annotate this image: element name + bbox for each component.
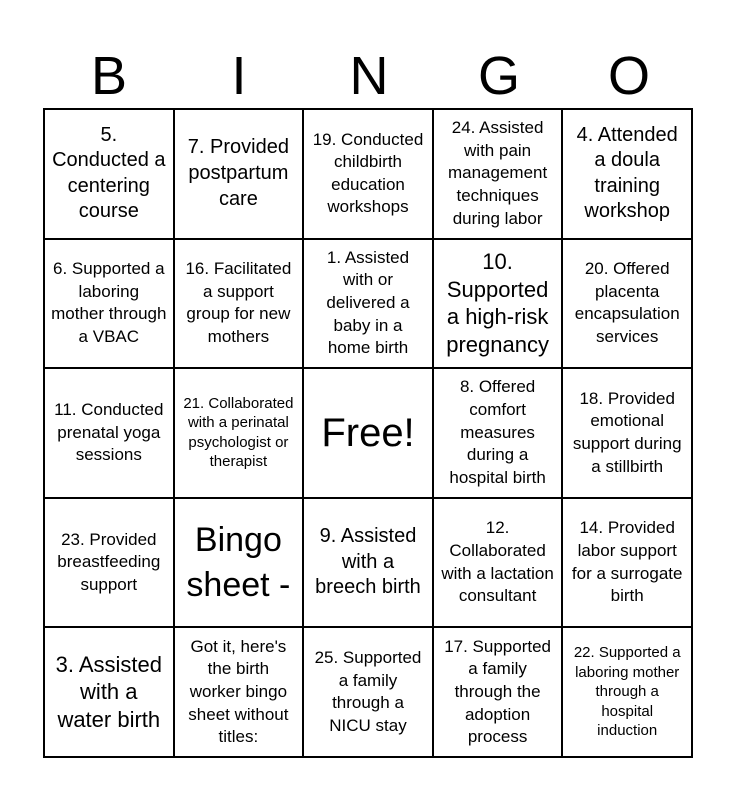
bingo-cell[interactable] [174, 239, 304, 369]
bingo-cell[interactable] [303, 239, 433, 369]
bingo-cell[interactable] [433, 109, 563, 239]
cell-text: 11. Conducted prenatal yoga sessions [54, 400, 164, 465]
free-space-cell[interactable] [303, 368, 433, 498]
bingo-cell[interactable] [433, 239, 563, 369]
cell-text: 22. Supported a laboring mother through a hospital induction [573, 644, 681, 740]
cell-text: 20. Offered placenta encapsulation services [574, 259, 680, 346]
cell-text: 23. Provided breastfeeding support [57, 529, 161, 594]
cell-text: 25. Supported a family through a NICU stay [314, 647, 422, 735]
bingo-cell[interactable] [303, 109, 433, 239]
cell-text: 10. Supported a high-risk pregnancy [446, 249, 549, 357]
bingo-cell[interactable] [433, 498, 563, 628]
bingo-cell[interactable] [303, 627, 433, 757]
cell-text: 17. Supported a family through the adoption process [444, 636, 551, 747]
bingo-cell[interactable] [562, 239, 692, 369]
cell-text: 24. Assisted with pain management techniques during labor [447, 118, 548, 228]
bingo-cell[interactable] [562, 627, 692, 757]
header-letter-n: N [349, 46, 389, 106]
bingo-cell[interactable] [44, 239, 174, 369]
bingo-cell[interactable] [433, 368, 563, 498]
header-letter-i: I [231, 46, 247, 106]
bingo-cell[interactable] [174, 109, 304, 239]
bingo-cell[interactable] [44, 498, 174, 628]
bingo-cell[interactable] [44, 368, 174, 498]
cell-text: 21. Collaborated with a perinatal psychologist or therapist [183, 394, 294, 471]
cell-text: 14. Provided labor support for a surrogate birth [571, 518, 683, 606]
header-letter-b: B [90, 46, 128, 106]
cell-text: Free! [321, 410, 415, 455]
cell-text: 5. Conducted a centering course [52, 123, 166, 223]
cell-text: 8. Offered comfort measures during a hospital birth [449, 377, 546, 487]
cell-text: 9. Assisted with a breech birth [315, 525, 421, 599]
bingo-cell[interactable] [562, 368, 692, 498]
cell-text: 6. Supported a laboring mother through a VBAC [51, 259, 167, 346]
cell-text: 16. Facilitated a support group for new mothers [185, 259, 292, 346]
bingo-cell[interactable] [433, 627, 563, 757]
cell-text: 1. Assisted with or delivered a baby in a home birth [326, 247, 410, 358]
header-letter-o: O [607, 46, 650, 106]
cell-text: Bingo sheet - [186, 521, 291, 604]
cell-text: 4. Attended a doula training workshop [576, 123, 678, 223]
bingo-cell[interactable] [174, 368, 304, 498]
cell-text: 7. Provided postpartum care [187, 136, 289, 210]
cell-text: 3. Assisted with a water birth [55, 651, 162, 732]
cell-text: Got it, here's the birth worker bingo sheet without titles: [188, 636, 289, 747]
header-letter-g: G [477, 46, 520, 106]
bingo-header [44, 44, 694, 108]
cell-text: 18. Provided emotional support during a stillbirth [572, 388, 682, 476]
bingo-cell[interactable] [174, 627, 304, 757]
cell-text: 19. Conducted childbirth education workshops [312, 129, 424, 217]
bingo-cell[interactable] [44, 627, 174, 757]
bingo-cell[interactable] [562, 498, 692, 628]
bingo-cell[interactable] [562, 109, 692, 239]
cell-text: 12. Collaborated with a lactation consultant [441, 518, 554, 606]
bingo-cell[interactable] [44, 109, 174, 239]
bingo-board [43, 108, 693, 758]
bingo-cell[interactable] [303, 498, 433, 628]
bingo-cell[interactable] [174, 498, 304, 628]
